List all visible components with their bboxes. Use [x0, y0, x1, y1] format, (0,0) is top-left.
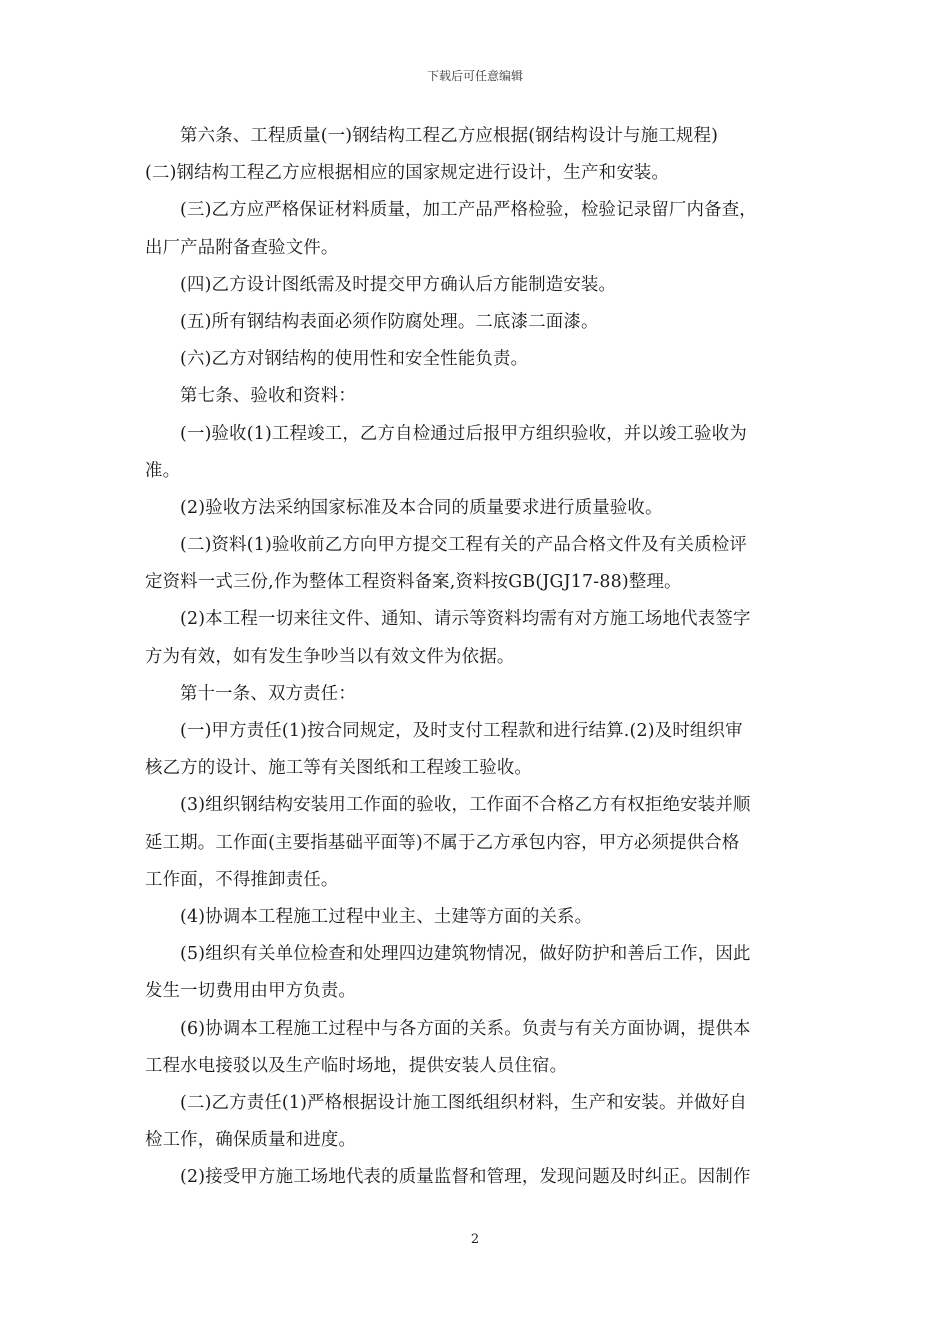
paragraph-line: (五)所有钢结构表面必须作防腐处理。二底漆二面漆。 [180, 311, 599, 332]
paragraph-line: 准。 [145, 460, 181, 481]
paragraph-line: (二)钢结构工程乙方应根据相应的国家规定进行设计，生产和安装。 [145, 163, 670, 184]
document-body [145, 118, 813, 1196]
paragraph-line: (3)组织钢结构安装用工作面的验收，工作面不合格乙方有权拒绝安装并顺 [180, 795, 751, 816]
paragraph-line: (2)接受甲方施工场地代表的质量监督和管理，发现问题及时纠正。因制作 [180, 1167, 751, 1188]
section-heading: 第十一条、双方责任： [180, 683, 356, 704]
section-heading: 第七条、验收和资料： [180, 386, 356, 407]
paragraph-line: (一)验收(1)工程竣工，乙方自检通过后报甲方组织验收，并以竣工验收为 [180, 423, 747, 444]
paragraph-line: (6)协调本工程施工过程中与各方面的关系。负责与有关方面协调，提供本 [180, 1018, 751, 1039]
paragraph-line: (2)验收方法采纳国家标准及本合同的质量要求进行质量验收。 [180, 497, 663, 518]
paragraph-line: 核乙方的设计、施工等有关图纸和工程竣工验收。 [145, 758, 532, 779]
paragraph-line: (二)乙方责任(1)严格根据设计施工图纸组织材料，生产和安装。并做好自 [180, 1092, 747, 1113]
paragraph-line: 工程水电接驳以及生产临时场地，提供安装人员住宿。 [145, 1055, 568, 1076]
paragraph-line: (一)甲方责任(1)按合同规定，及时支付工程款和进行结算.(2)及时组织审 [180, 721, 743, 741]
paragraph-line: 第六条、工程质量(一)钢结构工程乙方应根据(钢结构设计与施工规程) [180, 126, 719, 146]
paragraph-line: 延工期。工作面(主要指基础平面等)不属于乙方承包内容，甲方必须提供合格 [145, 832, 740, 853]
page-number: 2 [470, 1232, 480, 1247]
paragraph-line: (4)协调本工程施工过程中业主、土建等方面的关系。 [180, 906, 593, 927]
paragraph-line: 工作面，不得推卸责任。 [145, 869, 339, 890]
paragraph-line: (2)本工程一切来往文件、通知、请示等资料均需有对方施工场地代表签字 [180, 609, 751, 630]
paragraph-line: (5)组织有关单位检查和处理四边建筑物情况，做好防护和善后工作，因此 [180, 944, 751, 965]
paragraph-line: 发生一切费用由甲方负责。 [145, 981, 357, 1002]
paragraph-line: (六)乙方对钢结构的使用性和安全性能负责。 [180, 349, 529, 370]
paragraph-line: 出厂产品附备查验文件。 [145, 237, 339, 258]
paragraph-line: 检工作，确保质量和进度。 [145, 1130, 357, 1151]
paragraph-line: (四)乙方设计图纸需及时提交甲方确认后方能制造安装。 [180, 274, 617, 295]
page-header: 下载后可任意编辑 [426, 69, 523, 83]
paragraph-line: 定资料一式三份,作为整体工程资料备案,资料按GB(JGJ17-88)整理。 [145, 572, 682, 593]
paragraph-line: 方为有效，如有发生争吵当以有效文件为依据。 [145, 646, 515, 667]
paragraph-line: (三)乙方应严格保证材料质量，加工产品严格检验，检验记录留厂内备查， [180, 200, 757, 221]
paragraph-line: (二)资料(1)验收前乙方向甲方提交工程有关的产品合格文件及有关质检评 [180, 535, 747, 556]
